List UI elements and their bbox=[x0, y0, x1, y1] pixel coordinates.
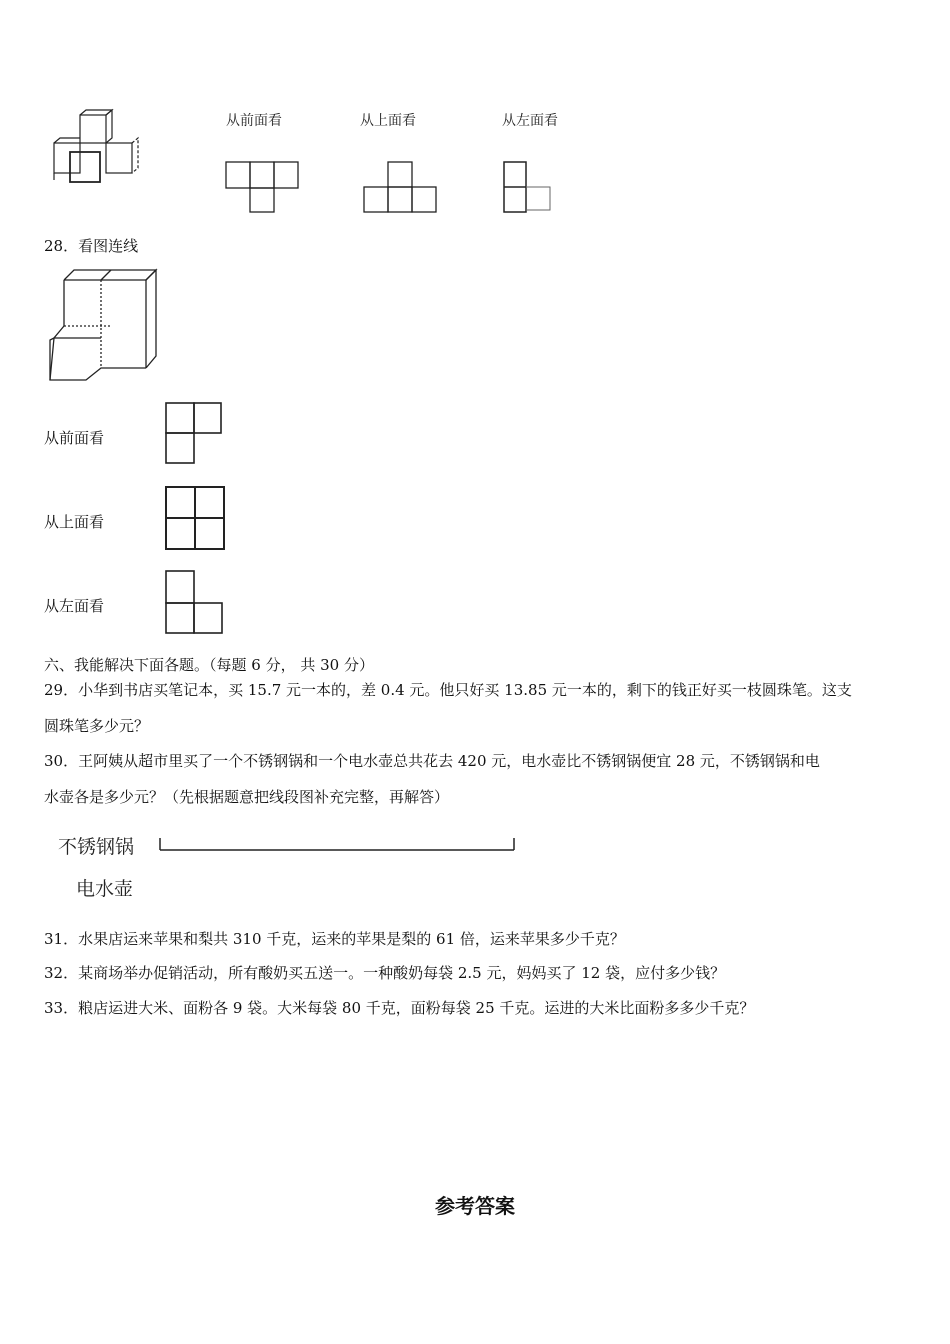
view-label-front: 从前面看 bbox=[226, 113, 282, 129]
left-view-figure bbox=[502, 160, 562, 215]
q29-text-line1: 29．小华到书店买笔记本，买 15.7 元一本的，差 0.4 元。他只好买 13.85 元一本的，剩下的钱正好买一枝圆珠笔。这支 bbox=[44, 681, 852, 699]
segment-line-pot bbox=[152, 826, 522, 856]
cube-solid-figure bbox=[50, 110, 160, 190]
view-label-left: 从左面看 bbox=[502, 113, 558, 129]
q32-text: 32．某商场举办促销活动，所有酸奶买五送一。一种酸奶每袋 2.5 元，妈妈买了 12 袋，应付多少钱？ bbox=[44, 964, 726, 982]
q28-front-view-figure[interactable] bbox=[164, 401, 224, 467]
top-view-figure bbox=[362, 160, 442, 215]
q31-text: 31．水果店运来苹果和梨共 310 千克，运来的苹果是梨的 61 倍，运来苹果多少千克？ bbox=[44, 930, 625, 948]
answer-section-title: 参考答案 bbox=[435, 1194, 515, 1218]
segment-label-pot: 不锈钢锅 bbox=[58, 836, 135, 858]
q33-text: 33．粮店运进大米、面粉各 9 袋。大米每袋 80 千克，面粉每袋 25 千克。运进的大米比面粉多多少千克？ bbox=[44, 999, 755, 1017]
l-shaped-solid-figure bbox=[46, 268, 161, 388]
q28-option-top-label: 从上面看 bbox=[44, 513, 105, 531]
front-view-figure bbox=[224, 160, 304, 215]
q28-top-view-figure[interactable] bbox=[164, 485, 226, 551]
q28-option-left-label: 从左面看 bbox=[44, 597, 105, 615]
q30-text-line1: 30．王阿姨从超市里买了一个不锈钢锅和一个电水壶总共花去 420 元，电水壶比不锈钢锅便宜 28 元，不锈钢锅和电 bbox=[44, 752, 820, 770]
q28-option-front-label: 从前面看 bbox=[44, 429, 105, 447]
view-label-top: 从上面看 bbox=[360, 113, 416, 129]
q28-title: 28．看图连线 bbox=[44, 237, 139, 255]
q29-text-line2: 圆珠笔多少元？ bbox=[44, 717, 150, 735]
section-6-heading: 六、我能解决下面各题。（每题 6 分， 共 30 分） bbox=[44, 656, 374, 674]
q28-left-view-figure[interactable] bbox=[164, 569, 226, 635]
q30-text-line2: 水壶各是多少元？（先根据题意把线段图补充完整，再解答） bbox=[44, 788, 450, 806]
segment-label-kettle: 电水壶 bbox=[76, 878, 134, 900]
